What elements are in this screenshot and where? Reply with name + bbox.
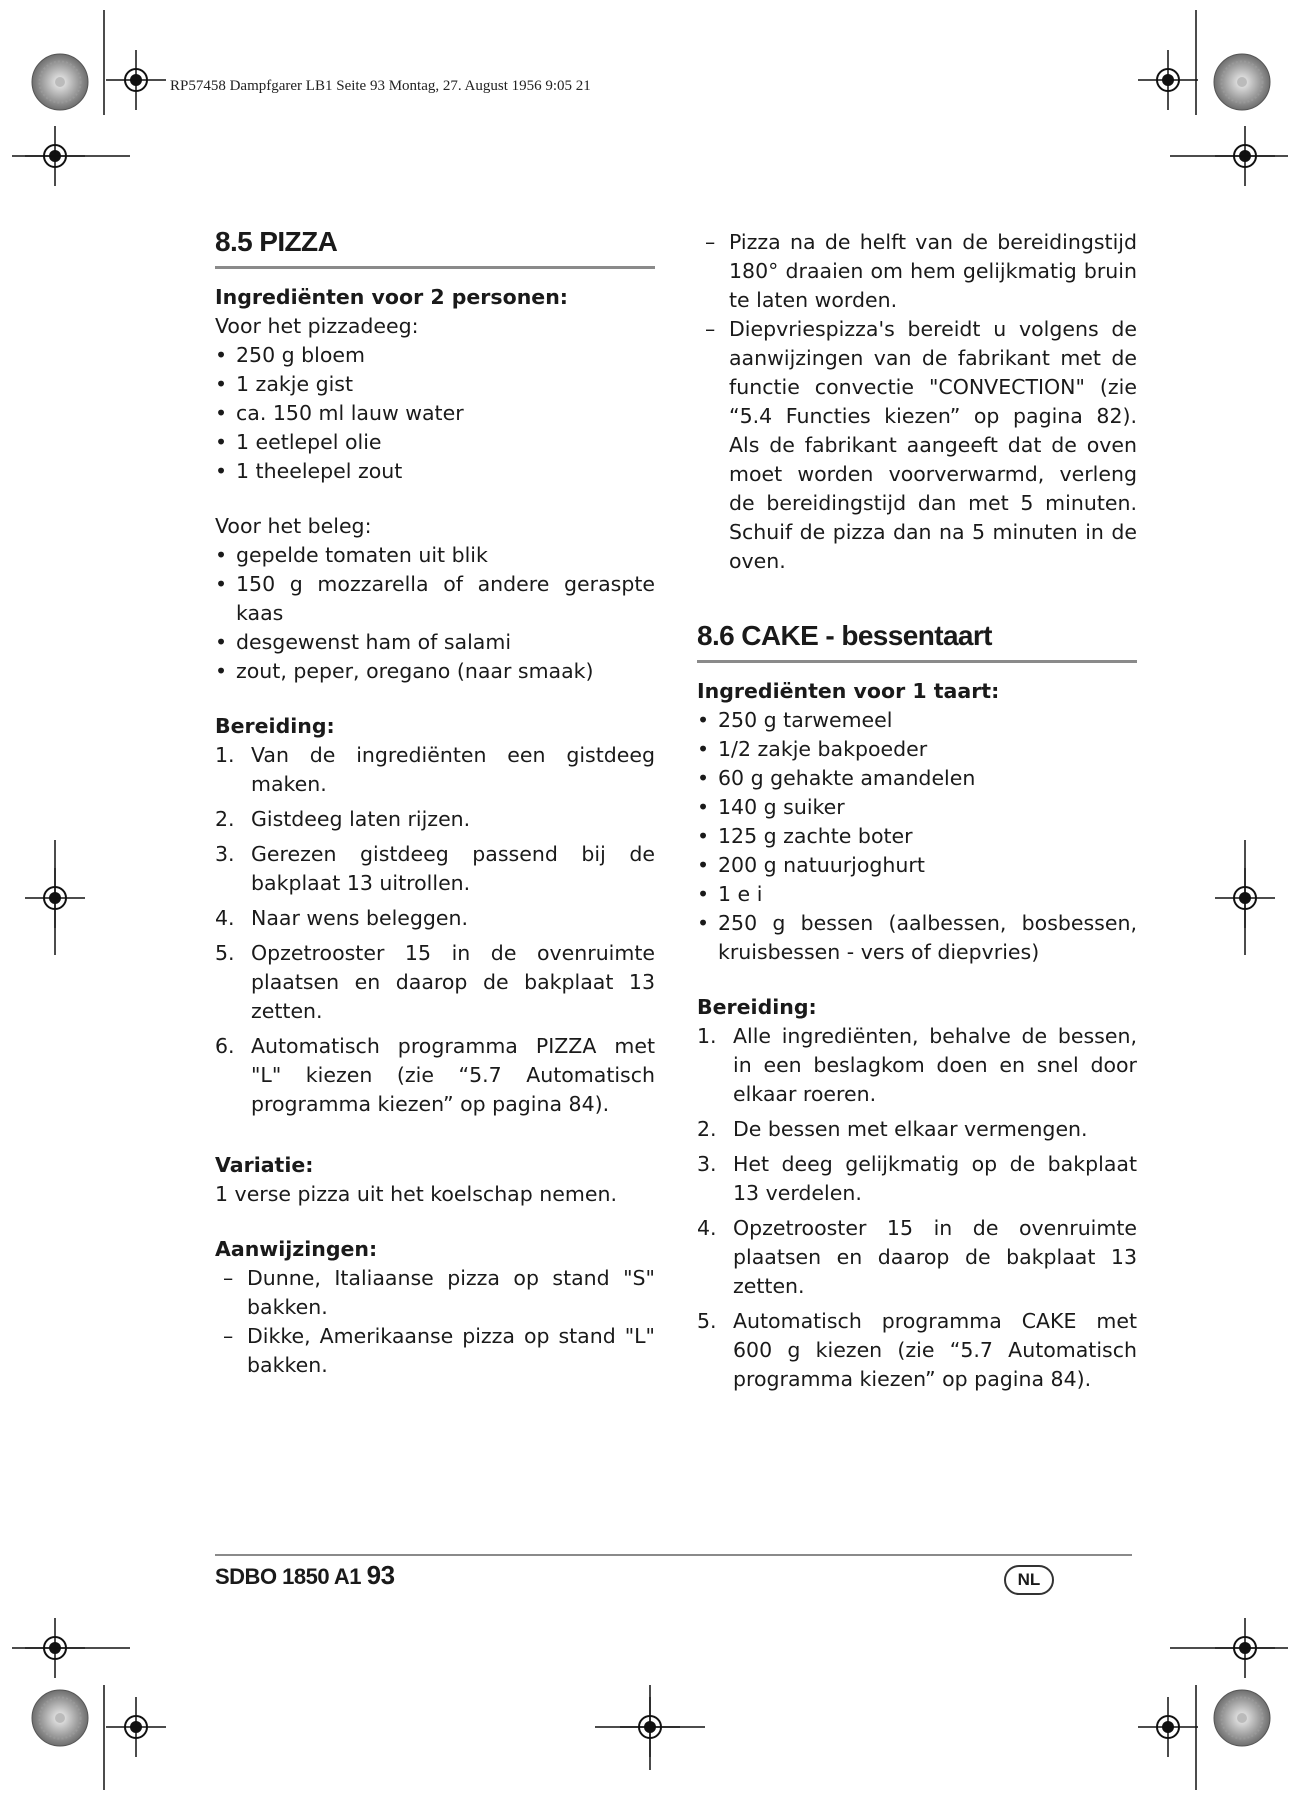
step-number: 2. <box>215 807 235 831</box>
pizza-ingredients-heading: Ingrediënten voor 2 personen: <box>215 285 568 309</box>
list-item: – Dikke, Amerikaanse pizza op stand "L" bakken. <box>215 1322 655 1380</box>
list-item <box>697 1150 1137 1208</box>
cake-prep-steps <box>697 1022 1137 1394</box>
language-badge: NL <box>1004 1565 1054 1595</box>
pizza-prep-heading: Bereiding: <box>215 714 335 738</box>
model-number: SDBO 1850 A1 <box>215 1564 362 1589</box>
pizza-prep-steps <box>215 741 655 1119</box>
topping-ingredient-list <box>215 541 655 686</box>
step-number: 4. <box>697 1216 717 1240</box>
step-number: 6. <box>215 1034 235 1058</box>
dough-ingredient-list <box>215 341 655 486</box>
step-number: 3. <box>215 842 235 866</box>
cake-ingredient-list <box>697 706 1137 967</box>
list-item: • 1 e i <box>697 880 1137 909</box>
cake-section-title: 8.6 CAKE - bessentaart <box>697 618 1137 663</box>
print-header: RP57458 Dampfgarer LB1 Seite 93 Montag, 27. August 1956 9:05 21 <box>170 78 591 94</box>
list-item <box>697 1214 1137 1301</box>
step-number: 5. <box>215 941 235 965</box>
list-item: • 250 g tarwemeel <box>697 706 1137 735</box>
footer-divider <box>215 1554 1132 1556</box>
list-item: • 140 g suiker <box>697 793 1137 822</box>
cake-ingredients-heading: Ingrediënten voor 1 taart: <box>697 679 1000 703</box>
list-item: – Pizza na de helft van de bereidingstijd 180° draaien om hem gelijkmatig bruin te laten worden. <box>697 228 1137 315</box>
list-item: • 200 g natuurjoghurt <box>697 851 1137 880</box>
step-text: Gerezen gistdeeg passend bij de bakplaat 13 uitrollen. <box>251 842 655 895</box>
pizza-notes-list <box>215 1264 655 1380</box>
list-item <box>215 741 655 799</box>
step-text: Opzetrooster 15 in de ovenruimte plaatsen en daarop de bakplaat 13 zetten. <box>733 1216 1137 1298</box>
list-item <box>215 840 655 898</box>
notes-heading: Aanwijzingen: <box>215 1237 378 1261</box>
list-item: – Dunne, Italiaanse pizza op stand "S" bakken. <box>215 1264 655 1322</box>
variation-heading: Variatie: <box>215 1153 314 1177</box>
step-text: Naar wens beleggen. <box>251 906 469 930</box>
list-item: • 125 g zachte boter <box>697 822 1137 851</box>
list-item: • 1 zakje gist <box>215 370 655 399</box>
pizza-section-title: 8.5 PIZZA <box>215 224 655 269</box>
list-item: • 60 g gehakte amandelen <box>697 764 1137 793</box>
step-number: 1. <box>697 1024 717 1048</box>
list-item: • 150 g mozzarella of andere geraspte kaas <box>215 570 655 628</box>
step-number: 4. <box>215 906 235 930</box>
pizza-notes-continued <box>697 228 1137 576</box>
step-text: Automatisch programma CAKE met 600 g kiezen (zie “5.7 Automatisch programma kiezen” op pagina 84). <box>733 1309 1137 1391</box>
step-text: Gistdeeg laten rijzen. <box>251 807 471 831</box>
list-item: • 1 theelepel zout <box>215 457 655 486</box>
list-item: • ca. 150 ml lauw water <box>215 399 655 428</box>
list-item <box>215 1032 655 1119</box>
step-text: Opzetrooster 15 in de ovenruimte plaatsen en daarop de bakplaat 13 zetten. <box>251 941 655 1023</box>
dough-heading: Voor het pizzadeeg: <box>215 314 419 338</box>
variation-text: 1 verse pizza uit het koelschap nemen. <box>215 1182 617 1206</box>
cake-prep-heading: Bereiding: <box>697 995 817 1019</box>
list-item: • desgewenst ham of salami <box>215 628 655 657</box>
step-number: 3. <box>697 1152 717 1176</box>
list-item: • 1/2 zakje bakpoeder <box>697 735 1137 764</box>
list-item <box>697 1307 1137 1394</box>
list-item: • 1 eetlepel olie <box>215 428 655 457</box>
step-text: Alle ingrediënten, behalve de bessen, in een beslagkom doen en snel door elkaar roeren. <box>733 1024 1137 1106</box>
list-item: – Diepvriespizza's bereidt u volgens de aanwijzingen van de fabrikant met de functie convectie "CONVECTION" (zie “5.4 Functies kiezen” op pagina 82). Als de fabrikant aangeeft dat de oven moet worden voorverwarmd, verleng de bereidingstijd dan met 5 minuten. Schuif de pizza dan na 5 minuten in de oven. <box>697 315 1137 576</box>
step-text: Van de ingrediënten een gistdeeg maken. <box>251 743 655 796</box>
left-column <box>215 224 655 1380</box>
page-number: 93 <box>366 1560 395 1590</box>
list-item: • gepelde tomaten uit blik <box>215 541 655 570</box>
step-text: De bessen met elkaar vermengen. <box>733 1117 1088 1141</box>
list-item <box>697 1115 1137 1144</box>
list-item <box>697 1022 1137 1109</box>
step-number: 2. <box>697 1117 717 1141</box>
list-item: • 250 g bessen (aalbessen, bosbessen, kruisbessen - vers of diepvries) <box>697 909 1137 967</box>
step-number: 1. <box>215 743 235 767</box>
list-item <box>215 904 655 933</box>
footer-model <box>215 1560 395 1591</box>
step-text: Het deeg gelijkmatig op de bakplaat 13 verdelen. <box>733 1152 1137 1205</box>
step-number: 5. <box>697 1309 717 1333</box>
right-column <box>697 228 1137 1400</box>
list-item: • 250 g bloem <box>215 341 655 370</box>
list-item <box>215 939 655 1026</box>
list-item: • zout, peper, oregano (naar smaak) <box>215 657 655 686</box>
step-text: Automatisch programma PIZZA met "L" kiezen (zie “5.7 Automatisch programma kiezen” op pagina 84). <box>251 1034 655 1116</box>
list-item <box>215 805 655 834</box>
topping-heading: Voor het beleg: <box>215 514 372 538</box>
